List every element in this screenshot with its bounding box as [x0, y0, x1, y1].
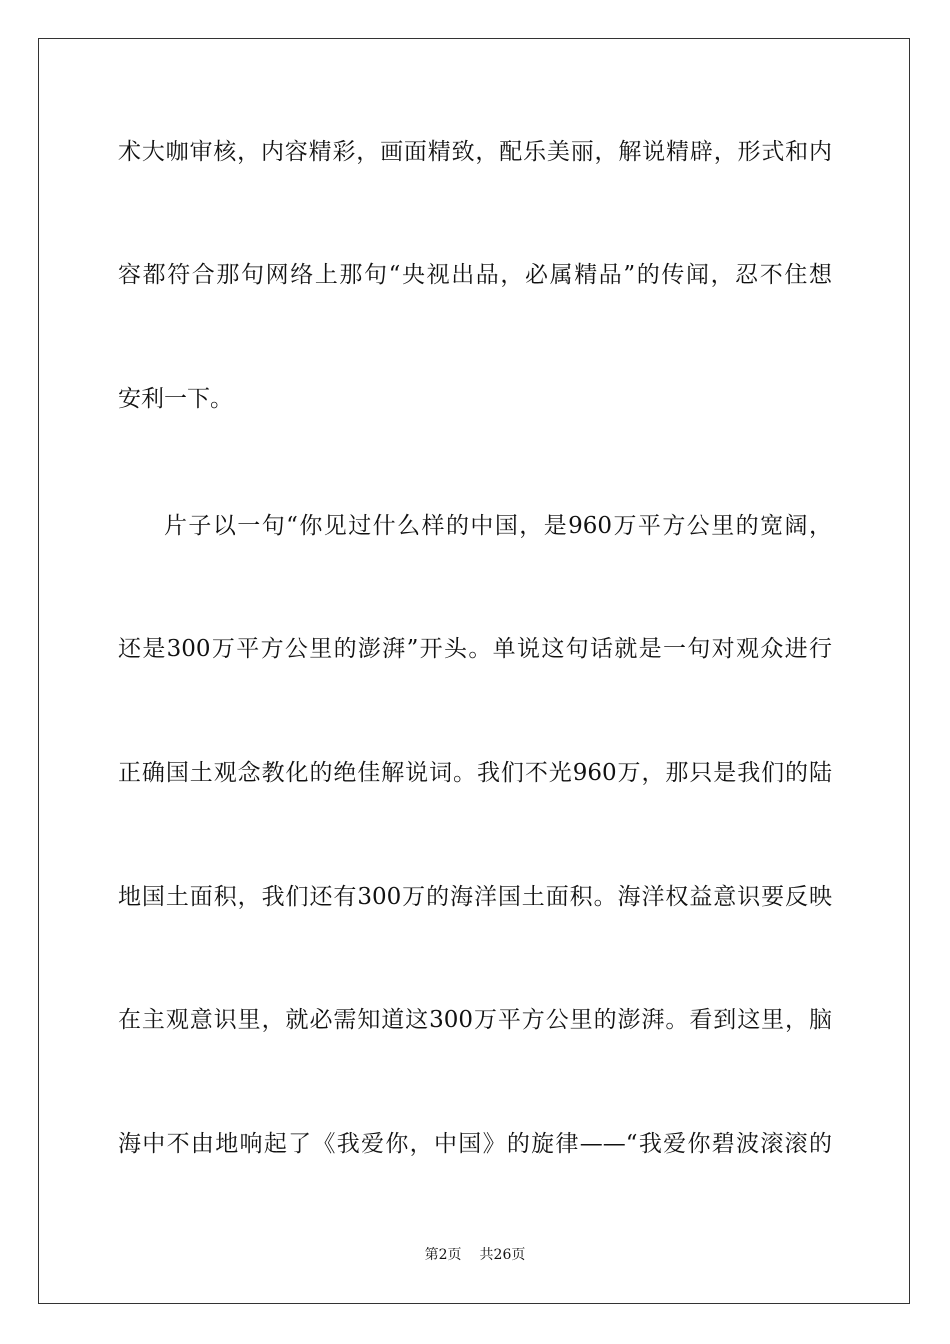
page-border: [38, 38, 910, 1304]
paragraph-start-line: 片子以一句“你见过什么样的中国，是960万平方公里的宽阔，: [164, 513, 832, 539]
body-text-line: 地国土面积，我们还有300万的海洋国土面积。海洋权益意识要反映: [118, 884, 832, 910]
body-text-line: 安利一下。: [118, 386, 233, 412]
body-text-line: 容都符合那句网络上那句“央视出品，必属精品”的传闻，忍不住想: [118, 262, 832, 288]
body-text-line: 还是300万平方公里的澎湃”开头。单说这句话就是一句对观众进行: [118, 636, 832, 662]
page-footer: [0, 1246, 950, 1264]
body-text-line: 海中不由地响起了《我爱你，中国》的旋律——“我爱你碧波滚滚的: [118, 1131, 832, 1157]
body-text-line: 正确国土观念教化的绝佳解说词。我们不光960万，那只是我们的陆: [118, 760, 832, 786]
page-number: 第2页: [424, 1247, 462, 1263]
page-total: 共26页: [479, 1247, 526, 1263]
body-text-line: 术大咖审核，内容精彩，画面精致，配乐美丽，解说精辟，形式和内: [118, 139, 832, 165]
body-text-line: 在主观意识里，就必需知道这300万平方公里的澎湃。看到这里，脑: [118, 1007, 832, 1033]
